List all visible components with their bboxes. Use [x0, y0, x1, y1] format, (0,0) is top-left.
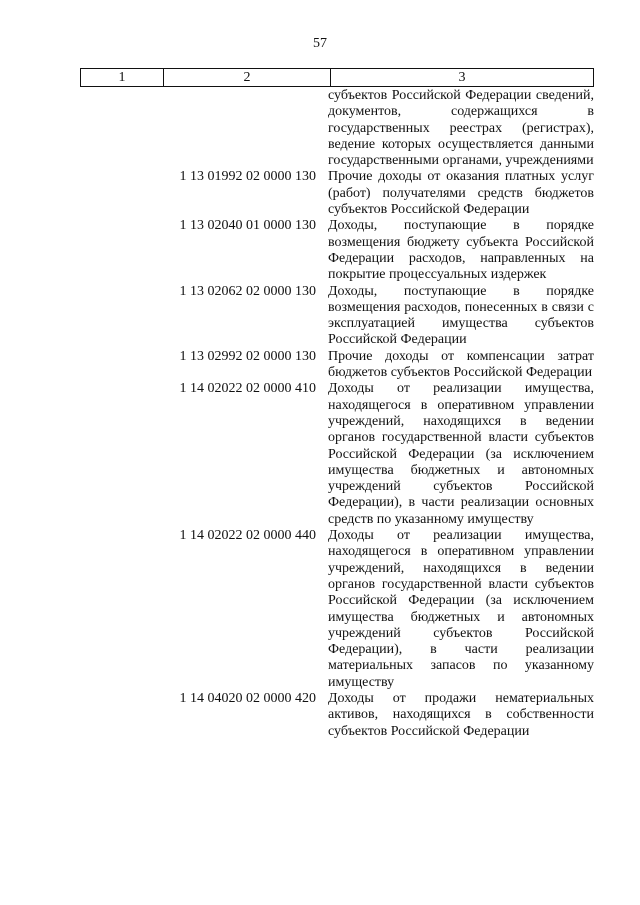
- table-row: [80, 284, 594, 349]
- income-code: 1 14 04020 02 0000 420: [179, 690, 316, 706]
- income-code: 1 13 02062 02 0000 130: [179, 283, 316, 299]
- income-description: субъектов Российской Федерации сведений, документов, содержащихся в государственных реестрах (регистрах), ведение которых осуществляется данными государственными органами, учреждениями: [328, 88, 594, 169]
- income-description: Прочие доходы от компенсации затрат бюджетов субъектов Российской Федерации: [328, 348, 594, 381]
- income-description: Доходы, поступающие в порядке возмещения расходов, понесенных в связи с эксплуатацией имущества субъектов Российской Федерации: [328, 283, 594, 348]
- income-code: [80, 88, 328, 169]
- income-description: Доходы от реализации имущества, находящегося в оперативном управлении учреждений, находящихся в ведении органов государственной власти субъектов Российской Федерации (за исключением имущества бюджетных и автономных учреждений субъектов Российской Федерации), в части реализации основных средств по указанному имуществу: [328, 381, 594, 527]
- income-code: 1 13 01992 02 0000 130: [179, 169, 316, 185]
- table-row: [80, 169, 594, 218]
- table-row: [80, 349, 594, 382]
- income-code: 1 13 02992 02 0000 130: [179, 348, 316, 364]
- header-col-3: 3: [458, 69, 466, 85]
- income-description: Прочие доходы от оказания платных услуг (работ) получателями средств бюджетов субъектов Российской Федерации: [328, 169, 594, 218]
- income-description: Доходы, поступающие в порядке возмещения бюджету субъекта Российской Федерации расходов, направленных на покрытие процессуальных издержек: [328, 218, 594, 283]
- table-row: [80, 691, 594, 740]
- header-col-1: 1: [81, 69, 164, 86]
- income-code: 1 13 02040 01 0000 130: [179, 218, 316, 234]
- income-description: Доходы от продажи нематериальных активов, находящихся в собственности субъектов Российской Федерации: [328, 690, 594, 739]
- table-row: [80, 88, 594, 169]
- table-row: [80, 218, 594, 283]
- income-description: Доходы от реализации имущества, находящегося в оперативном управлении учреждений, находящихся в ведении органов государственной власти субъектов Российской Федерации (за исключением имущества бюджетных и автономных учреждений субъектов Российской Федерации), в части реализации материальных запасов по указанному имуществу: [328, 528, 594, 690]
- table-header: [80, 68, 594, 87]
- header-col-2: 2: [164, 69, 331, 86]
- table-row: [80, 528, 594, 691]
- page-number: 57: [313, 36, 327, 51]
- table-body: [80, 88, 594, 740]
- income-code: 1 14 02022 02 0000 440: [179, 528, 316, 544]
- income-code: 1 14 02022 02 0000 410: [179, 381, 316, 397]
- table-row: [80, 381, 594, 528]
